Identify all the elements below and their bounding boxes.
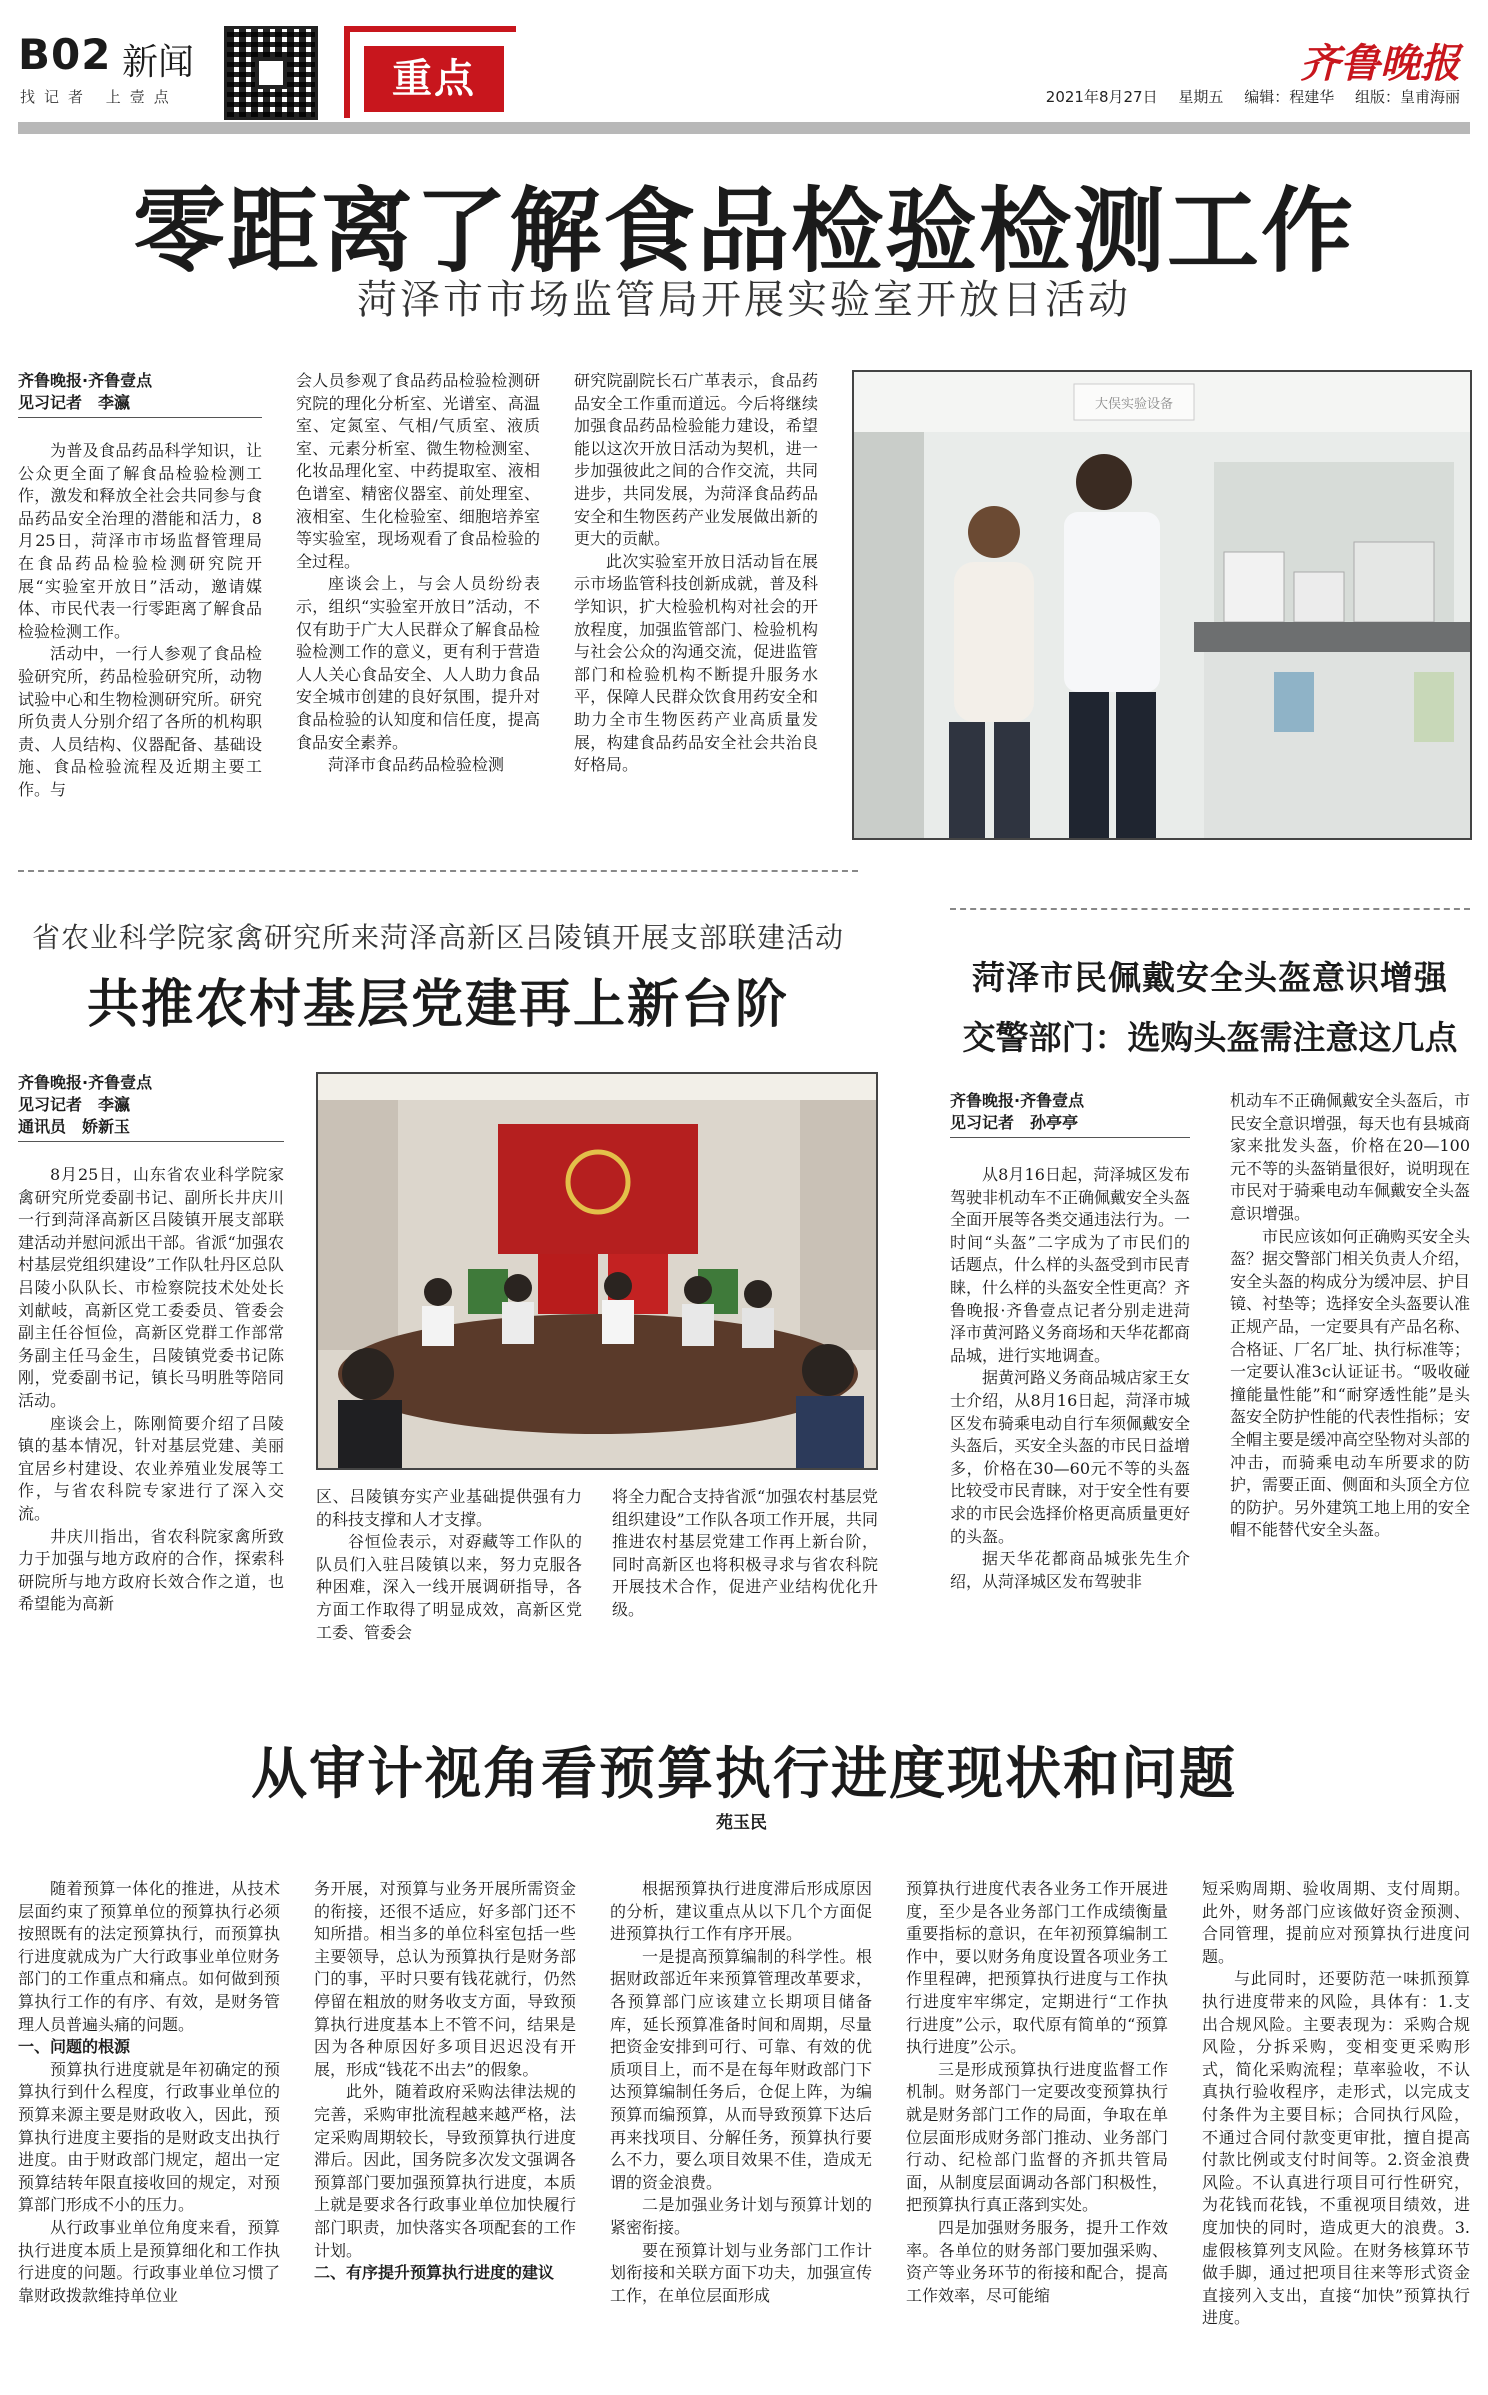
paragraph: 研究院副院长石广革表示，食品药品安全工作重而道远。今后将继续加强食品药品检验能力建设，希望能以这次开放日活动为契机，进一步加强彼此之间的合作交流，共同进步，共同发展，为菏泽食品药品安全和生物医药产业发展做出新的更大的贡献。	[574, 371, 818, 549]
section-divider	[950, 908, 1470, 910]
article2-byline	[18, 1072, 284, 1142]
paragraph: 此外，随着政府采购法律法规的完善，采购审批流程越来越严格，法定采购周期较长，导致预算执行进度滞后。因此，国务院多次发文强调各预算部门要加强预算执行进度，本质上就是要求各行政事业单位加快履行部门职责，加快落实各项配套的工作计划。	[314, 2082, 576, 2260]
lab-sign-text: 大俣实验设备	[1094, 397, 1174, 412]
lead-headline: 零距离了解食品检验检测工作	[132, 178, 1355, 285]
lead-byline-reporter: 见习记者 李瀛	[18, 393, 131, 412]
paragraph: 井庆川指出，省农科院家禽所致力于加强与地方政府的合作，探索科研院所与地方政府长效合作之道，也希望能为高新	[18, 1526, 284, 1614]
paragraph: 随着预算一体化的推进，从技术层面约束了预算单位的预算执行必须按照既有的法定预算执行，而预算执行进度就成为广大行政事业单位财务部门的工作重点和痛点。如何做到预算执行工作的有序、有效，是财务管理人员普遍头痛的问题。	[18, 1879, 280, 2034]
paragraph: 一是提高预算编制的科学性。根据财政部近年来预算管理改革要求，各预算部门应该建立长期项目储备库，延长预算准备时间和周期，尽量把资金安排到可行、可靠、有效的优质项目上，而不是在每年财政部门下达预算编制任务后，仓促上阵，为编预算而编预算，从而导致预算下达后再来找项目、分解任务，预算执行要么不力，要么项目效果不佳，造成无谓的资金浪费。	[610, 1946, 872, 2192]
paragraph: 二是加强业务计划与预算计划的紧密衔接。	[610, 2195, 872, 2237]
page-number: B02	[18, 30, 112, 79]
paragraph: 与此同时，还要防范一味抓预算执行进度带来的风险，具体有：1.支出合规风险。主要表现为：采购合规风险，分拆采购，变相变更采购形式，简化采购流程；草率验收，不认真执行验收程序，走形式，以完成支付条件为主要目标；合同执行风险，不通过合同付款变更审批，擅自提高付款比例或支付时间等。2.资金浪费风险。不认真进行项目可行性研究，为花钱而花钱，不重视项目绩效，进度加快的同时，造成更大的浪费。3.虚假核算列支风险。在财务核算环节做手脚，通过把项目往来等形式资金直接列入支出，直接“加快”预算执行进度。	[1202, 1969, 1470, 2328]
paragraph: 预算执行进度就是年初确定的预算执行到什么程度，行政事业单位的预算来源主要是财政收入，因此，预算执行进度主要指的是财政支出执行进度。由于财政部门规定，超出一定预算结转年限直接收回的规定，对预算部门形成不小的压力。	[18, 2059, 280, 2215]
lead-photo-lab-visit	[852, 370, 1472, 840]
meeting-photo-illustration	[318, 1074, 878, 1470]
paragraph: 谷恒俭表示，对孬藏等工作队的队员们入驻吕陵镇以来，努力克服各种困难，深入一线开展调研指导，各方面工作取得了明显成效，高新区党工委、管委会	[316, 1532, 582, 1642]
slogan: 找记者 上壹点	[20, 88, 178, 106]
paragraph: 将全力配合支持省派“加强农村基层党组织建设”工作队各项工作开展，共同推进农村基层党建工作再上新台阶，同时高新区也将积极寻求与省农科院开展技术合作，促进产业结构优化升级。	[612, 1487, 878, 1619]
lead-column-1	[18, 440, 262, 802]
article4-column-4	[906, 1878, 1168, 2307]
editor-credit: 编辑：程建华	[1244, 88, 1335, 106]
paragraph: 菏泽市食品药品检验检测	[328, 755, 505, 775]
section-divider	[18, 870, 858, 872]
paragraph: 从行政事业单位角度来看，预算执行进度本质上是预算细化和工作执行进度的问题。行政事业单位习惯了靠财政拨款维持单位业	[18, 2217, 280, 2305]
paragraph: 区、吕陵镇夯实产业基础提供强有力的科技支撑和人才支撑。	[316, 1487, 582, 1529]
article2-byline-reporter: 见习记者 李瀛	[18, 1095, 131, 1114]
issue-date: 2021年8月27日	[1045, 88, 1158, 106]
lead-byline-outlet: 齐鲁晚报·齐鲁壹点	[18, 371, 153, 390]
paragraph: 短采购周期、验收周期、支付周期。此外，财务部门应该做好资金预测、合同管理，提前应对预算执行进度问题。	[1202, 1879, 1470, 1966]
article2-byline-outlet: 齐鲁晚报·齐鲁壹点	[18, 1073, 153, 1092]
article2-column-3	[612, 1486, 878, 1622]
paragraph: 四是加强财务服务，提升工作效率。各单位的财务部门要加强采购、资产等业务环节的衔接和配合，提高工作效率，尽可能缩	[906, 2217, 1168, 2305]
qr-code-icon	[224, 26, 318, 120]
lead-subheadline: 菏泽市市场监管局开展实验室开放日活动	[357, 277, 1131, 323]
paragraph: 为普及食品药品科学知识，让公众更全面了解食品检验检测工作，激发和释放全社会共同参与食品药品安全治理的潜能和活力，8月25日，菏泽市市场监督管理局在食品药品检验检测研究院开展“实验室开放日”活动，邀请媒体、市民代表一行零距离了解食品检验检测工作。	[18, 441, 262, 641]
dateline	[1030, 86, 1460, 107]
article4-author: 苑玉民	[716, 1813, 767, 1833]
paragraph: 三是形成预算执行进度监督工作机制。财务部门一定要改变预算执行就是财务部门工作的局面，争取在单位层面形成财务部门推动、业务部门行动、纪检部门监督的齐抓共管局面，从制度层面调动各部门积极性，把预算执行真正落到实处。	[906, 2059, 1168, 2215]
article2-column-2	[316, 1486, 582, 1644]
paragraph: 从8月16日起，菏泽城区发布驾驶非机动车不正确佩戴安全头盔全面开展等各类交通违法行为。一时间“头盔”二字成为了市民们的话题点，什么样的头盔受到市民青睐，什么样的头盔安全性更高？齐鲁晚报·齐鲁壹点记者分别走进菏泽市黄河路义务商场和天华花都商品城，进行实地调查。	[950, 1165, 1191, 1365]
article3-byline	[950, 1090, 1190, 1138]
article4-column-5	[1202, 1878, 1470, 2330]
article3-column-1	[950, 1164, 1190, 1593]
issue-weekday: 星期五	[1178, 88, 1224, 106]
article2-headline: 共推农村基层党建再上新台阶	[86, 975, 789, 1035]
lab-photo-illustration	[854, 372, 1472, 840]
subheading: 一、问题的根源	[18, 2037, 131, 2057]
article2-kicker: 省农业科学院家禽研究所来菏泽高新区吕陵镇开展支部联建活动	[31, 921, 844, 954]
article3-headline-2: 交警部门：选购头盔需注意这几点	[962, 1018, 1458, 1057]
paragraph: 此次实验室开放日活动旨在展示市场监管科技创新成就，普及科学知识，扩大检验机构对社会的开放程度，加强监管部门、检验机构与社会公众的沟通交流，促进监管部门和检验机构不断提升服务水平，保障人民群众饮食用药安全和助力全市生物医药产业高质量发展，构建食品药品安全社会共治良好格局。	[574, 551, 818, 775]
section-badge: 重点	[364, 46, 504, 112]
paragraph: 活动中，一行人参观了食品检验研究所，药品检验研究所，动物试验中心和生物检测研究所。研究所负责人分别介绍了各所的机构职责、人员结构、仪器配备、基础设施、食品检验流程及近期主要工作。与	[18, 644, 262, 799]
lead-column-2	[296, 370, 540, 777]
lead-byline	[18, 370, 262, 418]
article2-column-1	[18, 1164, 284, 1616]
article4-column-2	[314, 1878, 576, 2285]
article3-headline-1: 菏泽市民佩戴安全头盔意识增强	[972, 958, 1448, 997]
section-name: 新闻	[122, 42, 195, 83]
page-header	[18, 26, 1470, 108]
paragraph: 据天华花都商品城张先生介绍，从菏泽城区发布驾驶非	[950, 1549, 1190, 1591]
paragraph: 8月25日，山东省农业科学院家禽研究所党委副书记、副所长井庆川一行到菏泽高新区吕陵镇开展支部联建活动并慰问派出干部。省派“加强农村基层党组织建设”工作队牡丹区总队吕陵小队队长、市检察院技术处处长刘献岐，高新区党工委委员、管委会副主任谷恒俭，高新区党群工作部常务副主任马金生，吕陵镇党委书记陈刚，党委副书记，镇长马明胜等陪同活动。	[18, 1165, 284, 1410]
lead-column-3	[574, 370, 818, 777]
paragraph: 会人员参观了食品药品检验检测研究院的理化分析室、光谱室、高温室、定氮室、气相/气质室、液质室、元素分析室、微生物检测室、化妆品理化室、中药提取室、液相色谱室、精密仪器室、前处理室、液相室、生化检验室、细胞培养室等实验室，现场观看了食品检验的全过程。	[296, 371, 540, 571]
article2-photo-meeting	[316, 1072, 878, 1470]
paragraph: 机动车不正确佩戴安全头盔后，市民安全意识增强，每天也有县城商家来批发头盔，价格在20—100元不等的头盔销量很好，说明现在市民对于骑乘电动车佩戴安全头盔意识增强。	[1230, 1091, 1471, 1223]
subheading: 二、有序提升预算执行进度的建议	[314, 2263, 555, 2283]
header-rule	[18, 122, 1470, 134]
article4-column-3	[610, 1878, 872, 2307]
article4-headline: 从审计视角看预算执行进度现状和问题	[251, 1742, 1237, 1807]
article3-byline-outlet: 齐鲁晚报·齐鲁壹点	[950, 1091, 1085, 1110]
paragraph: 务开展，对预算与业务开展所需资金的衔接，还很不适应，好多部门还不知所措。相当多的单位科室包括一些主要领导，总认为预算执行是财务部门的事，平时只要有钱花就行，仍然停留在粗放的财务收支方面，导致预算执行进度基本上不管不问，结果是因为各种原因好多项目迟迟没有开展，形成“钱花不出去”的假象。	[314, 1879, 576, 2079]
paragraph: 根据预算执行进度滞后形成原因的分析，建议重点从以下几个方面促进预算执行工作有序开展。	[610, 1879, 872, 1944]
article2-byline-correspondent: 通讯员 娇新玉	[18, 1117, 131, 1136]
section-badge-frame	[344, 26, 516, 118]
article3-column-2	[1230, 1090, 1470, 1542]
article3-byline-reporter: 见习记者 孙亭亭	[950, 1113, 1079, 1132]
paragraph: 据黄河路义务商品城店家王女士介绍，从8月16日起，菏泽市城区发布骑乘电动自行车须佩戴安全头盔后，买安全头盔的市民日益增多，价格在30—60元不等的头盔比较受市民青睐，对于安全性有要求的市民会选择价格更高质量更好的头盔。	[950, 1368, 1191, 1546]
paragraph: 座谈会上，与会人员纷纷表示，组织“实验室开放日”活动，不仅有助于广大人民群众了解食品检验检测工作的意义，更有利于营造人人关心食品安全、人人助力食品安全城市创建的良好氛围，提升对食品检验的认知度和信任度，提高食品安全素养。	[296, 574, 540, 752]
paragraph: 市民应该如何正确购买安全头盔？据交警部门相关负责人介绍，安全头盔的构成分为缓冲层、护目镜、衬垫等；选择安全头盔要认准正规产品，一定要具有产品名称、合格证、厂名厂址、执行标准等；一定要认准3c认证证书。“吸收碰撞能量性能”和“耐穿透性能”是头盔安全防护性能的代表性指标；安全帽主要是缓冲高空坠物对头部的冲击，而骑乘电动车所要求的防护，需要正面、侧面和头顶全方位的防护。另外建筑工地上用的安全帽不能替代安全头盔。	[1230, 1226, 1471, 1540]
paragraph: 预算执行进度代表各业务工作开展进度，至少是各业务部门工作成绩衡量重要指标的意识，在年初预算编制工作中，要以财务角度设置各项业务工作里程碑，把预算执行进度与工作执行进度牢牢绑定，定期进行“工作执行进度”公示，取代原有简单的“预算执行进度”公示。	[906, 1879, 1168, 2057]
article4-column-1	[18, 1878, 280, 2307]
paragraph: 座谈会上，陈刚简要介绍了吕陵镇的基本情况，针对基层党建、美丽宜居乡村建设、农业养殖业发展等工作，与省农科院专家进行了深入交流。	[18, 1413, 284, 1523]
masthead-logo: 齐鲁晚报	[1300, 40, 1460, 87]
paragraph: 要在预算计划与业务部门工作计划衔接和关联方面下功夫，加强宣传工作，在单位层面形成	[610, 2240, 872, 2305]
layout-credit: 组版：皇甫海丽	[1354, 88, 1460, 106]
